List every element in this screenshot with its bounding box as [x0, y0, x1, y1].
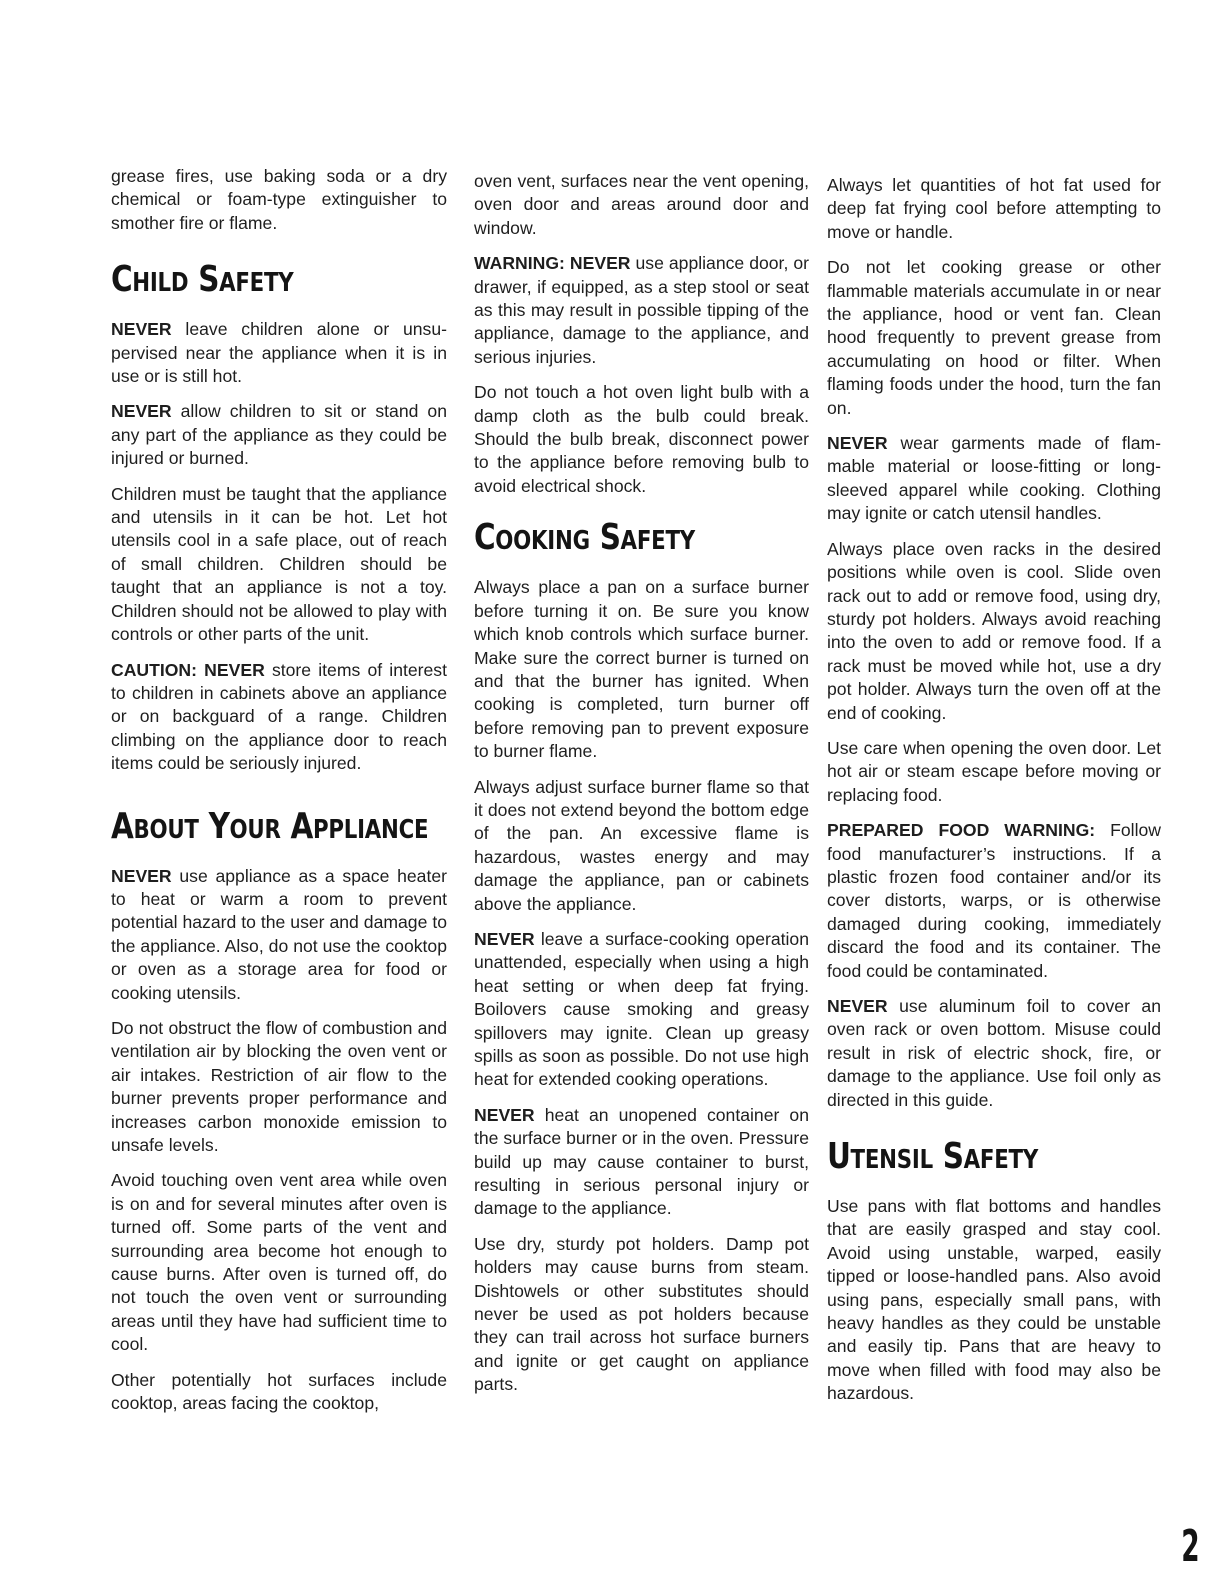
- paragraph: Use dry, sturdy pot holders. Damp pot holders may cause burns from steam. Dishtowels or other substitutes should never be used as pot holders because they can trail across hot surface burners and ignite or get caught on appliance parts.: [474, 1233, 809, 1395]
- heading-utensil-safety: [827, 1134, 1101, 1183]
- heading-letter: S: [198, 259, 220, 301]
- keyword: NEVER: [111, 865, 172, 886]
- paragraph: [111, 400, 447, 470]
- keyword: NEVER: [827, 996, 888, 1016]
- paragraph-text: use appliance door, or drawer, if equipped, as a step stool or seat as this may result in possible tipping of the appliance, damage to the appliance, and serious injuries.: [474, 253, 809, 367]
- paragraph-text: Follow food manufacturer’s instructions. If a plastic frozen food container and/or its cover distorts, warps, or is otherwise damaged during cooking, immediately discard the food and its container. The food could be contaminated.: [827, 820, 1161, 981]
- paragraph: Always adjust surface burner flame so that it does not extend beyond the bottom edge of the pan. An excessive flame is hazardous, wastes energy and may damage the appliance, pan or cabinets above the appliance.: [474, 776, 809, 914]
- heading-letter: C: [111, 259, 133, 301]
- paragraph: [111, 865, 447, 1005]
- paragraph: [474, 928, 809, 1092]
- heading-letter: S: [942, 1136, 964, 1178]
- keyword: NEVER: [827, 433, 888, 454]
- heading-smallcaps: AFETY: [620, 526, 695, 557]
- heading-smallcaps: OOKING: [495, 526, 590, 557]
- column-3: [827, 174, 1161, 1418]
- heading-smallcaps: BOUT: [133, 814, 199, 845]
- keyword: NEVER: [111, 401, 172, 422]
- paragraph: [474, 252, 809, 369]
- paragraph: Use pans with flat bottoms and handles that are easily grasped and stay cool. Avoid using unstable, warped, easily tipped or loose-handled pans. Also avoid using pans, especially small pans, with heavy handles as they could be unstable and easily tip. Pans that are heavy to move when filled with food may also be hazardous.: [827, 1196, 1161, 1404]
- paragraph: [111, 659, 447, 776]
- paragraph: [474, 1104, 809, 1221]
- paragraph: oven vent, surfaces near the vent opening, oven door and areas around door and window.: [474, 171, 809, 238]
- heading-letter: A: [290, 805, 314, 847]
- heading-letter: Y: [208, 805, 230, 847]
- paragraph: grease fires, use baking soda or a dry chemical or foam-type extinguisher to smother fire or flame.: [111, 166, 447, 233]
- paragraph: Avoid touching oven vent area while oven is on and for several minutes after oven is turned off. Some parts of the vent and surrounding area become hot enough to cause burns. After oven is turned off, do not touch the oven vent or surrounding areas until they have had sufficient time to cool.: [111, 1170, 447, 1355]
- paragraph: Children must be taught that the appliance and utensils in it can be hot. Let hot utensils cool in a safe place, out of reach of small children. Children should be taught that an appliance is not a toy. Children should not be allowed to play with controls or other parts of the unit.: [111, 483, 447, 645]
- keyword: PREPARED FOOD WARNING:: [827, 820, 1096, 841]
- paragraph: [111, 318, 447, 388]
- keyword: CAUTION: NEVER: [111, 659, 265, 680]
- paragraph: Use care when opening the oven door. Let hot air or steam escape before moving or replacing food.: [827, 737, 1161, 805]
- paragraph: Always place oven racks in the desired positions while oven is cool. Slide oven rack out to add or remove food, using dry, sturdy pot holders. Always avoid reaching into the oven to add or remove food. If a rack must be moved while hot, use a dry pot holder. Always turn the oven off at the end of cooking.: [827, 538, 1161, 723]
- paragraph-text: use aluminum foil to cover an oven rack or oven bottom. Misuse could result in risk of electric shock, fire, or damage to the appliance. Use foil only as directed in this guide.: [827, 996, 1161, 1110]
- page-number: 2: [1181, 1521, 1200, 1572]
- column-1: [111, 165, 447, 1427]
- paragraph-text: store items of interest to children in cabinets above an appliance or on backguard of a range. Children climbing on the appliance door to reach items could be seriously injured.: [111, 659, 447, 774]
- heading-smallcaps: OUR: [229, 814, 281, 845]
- heading-cooking-safety: [474, 515, 749, 564]
- heading-letter: U: [827, 1136, 851, 1178]
- paragraph-text: allow children to sit or stand on any part of the appliance as they could be injured or burned.: [111, 401, 447, 469]
- paragraph: Do not let cooking grease or other flammable materials accumulate in or near the appliance, hood or vent fan. Clean hood frequently to prevent grease from accumulating on hood or filter. When flaming foods under the hood, turn the fan on.: [827, 257, 1161, 418]
- paragraph-text: wear garments made of flammable material or loose-fitting or long-sleeved apparel while cooking. Clothing may ignite or catch utensil handles.: [827, 433, 1161, 524]
- heading-letter: S: [599, 517, 621, 559]
- paragraph: Always let quantities of hot fat used for deep fat frying cool before attempting to move or handle.: [827, 175, 1161, 242]
- paragraph: Always place a pan on a surface burner before turning it on. Be sure you know which knob controls which surface burner. Make sure the correct burner is turned on and that the burner has ignited. When cooking is completed, turn burner off before removing pan to prevent exposure to burner flame.: [474, 577, 809, 762]
- paragraph: [827, 432, 1161, 526]
- paragraph: Do not obstruct the flow of combustion and ventilation air by blocking the oven vent or air intakes. Restriction of air flow to the burner prevents proper performance and increases carbon monoxide emission to unsafe levels.: [111, 1017, 447, 1155]
- paragraph-text: heat an unopened container on the surface burner or in the oven. Pressure build up may cause container to burst, resulting in serious personal injury or damage to the appliance.: [474, 1104, 809, 1219]
- paragraph: Do not touch a hot oven light bulb with a damp cloth as the bulb could break. Should the bulb break, disconnect power to the appliance before removing bulb to avoid electrical shock.: [474, 382, 809, 496]
- heading-smallcaps: HILD: [132, 268, 189, 299]
- paragraph: [827, 819, 1161, 983]
- heading-letter: A: [111, 805, 134, 847]
- heading-about-your-appliance: [111, 804, 429, 853]
- heading-smallcaps: TENSIL: [850, 1145, 933, 1176]
- heading-smallcaps: AFETY: [963, 1145, 1039, 1176]
- paragraph-text: leave a surface-cooking operation unattended, especially when using a high heat setting or when deep fat frying. Boilovers cause smoking and greasy spillovers may ignite. Clean up greasy spills as soon as possible. Do not use high heat for extended cooking operations.: [474, 928, 809, 1090]
- keyword: NEVER: [474, 1104, 535, 1125]
- heading-child-safety: [111, 257, 387, 306]
- paragraph-text: leave children alone or unsupervised near the appliance when it is in use or is still hot.: [111, 319, 447, 387]
- keyword: NEVER: [111, 319, 172, 340]
- paragraph: [827, 995, 1161, 1112]
- column-2: [474, 170, 809, 1409]
- heading-letter: C: [474, 517, 496, 559]
- paragraph: Other potentially hot surfaces include cooktop, areas facing the cooktop,: [111, 1369, 447, 1414]
- paragraph-text: use appliance as a space heater to heat or warm a room to prevent potential hazard to the user and damage to the appliance. Also, do not use the cooktop or oven as a storage area for food or cooking utensils.: [111, 865, 447, 1003]
- heading-smallcaps: PPLIANCE: [313, 814, 429, 845]
- keyword: NEVER: [474, 928, 535, 949]
- keyword: WARNING: NEVER: [474, 253, 631, 274]
- heading-smallcaps: AFETY: [219, 268, 294, 299]
